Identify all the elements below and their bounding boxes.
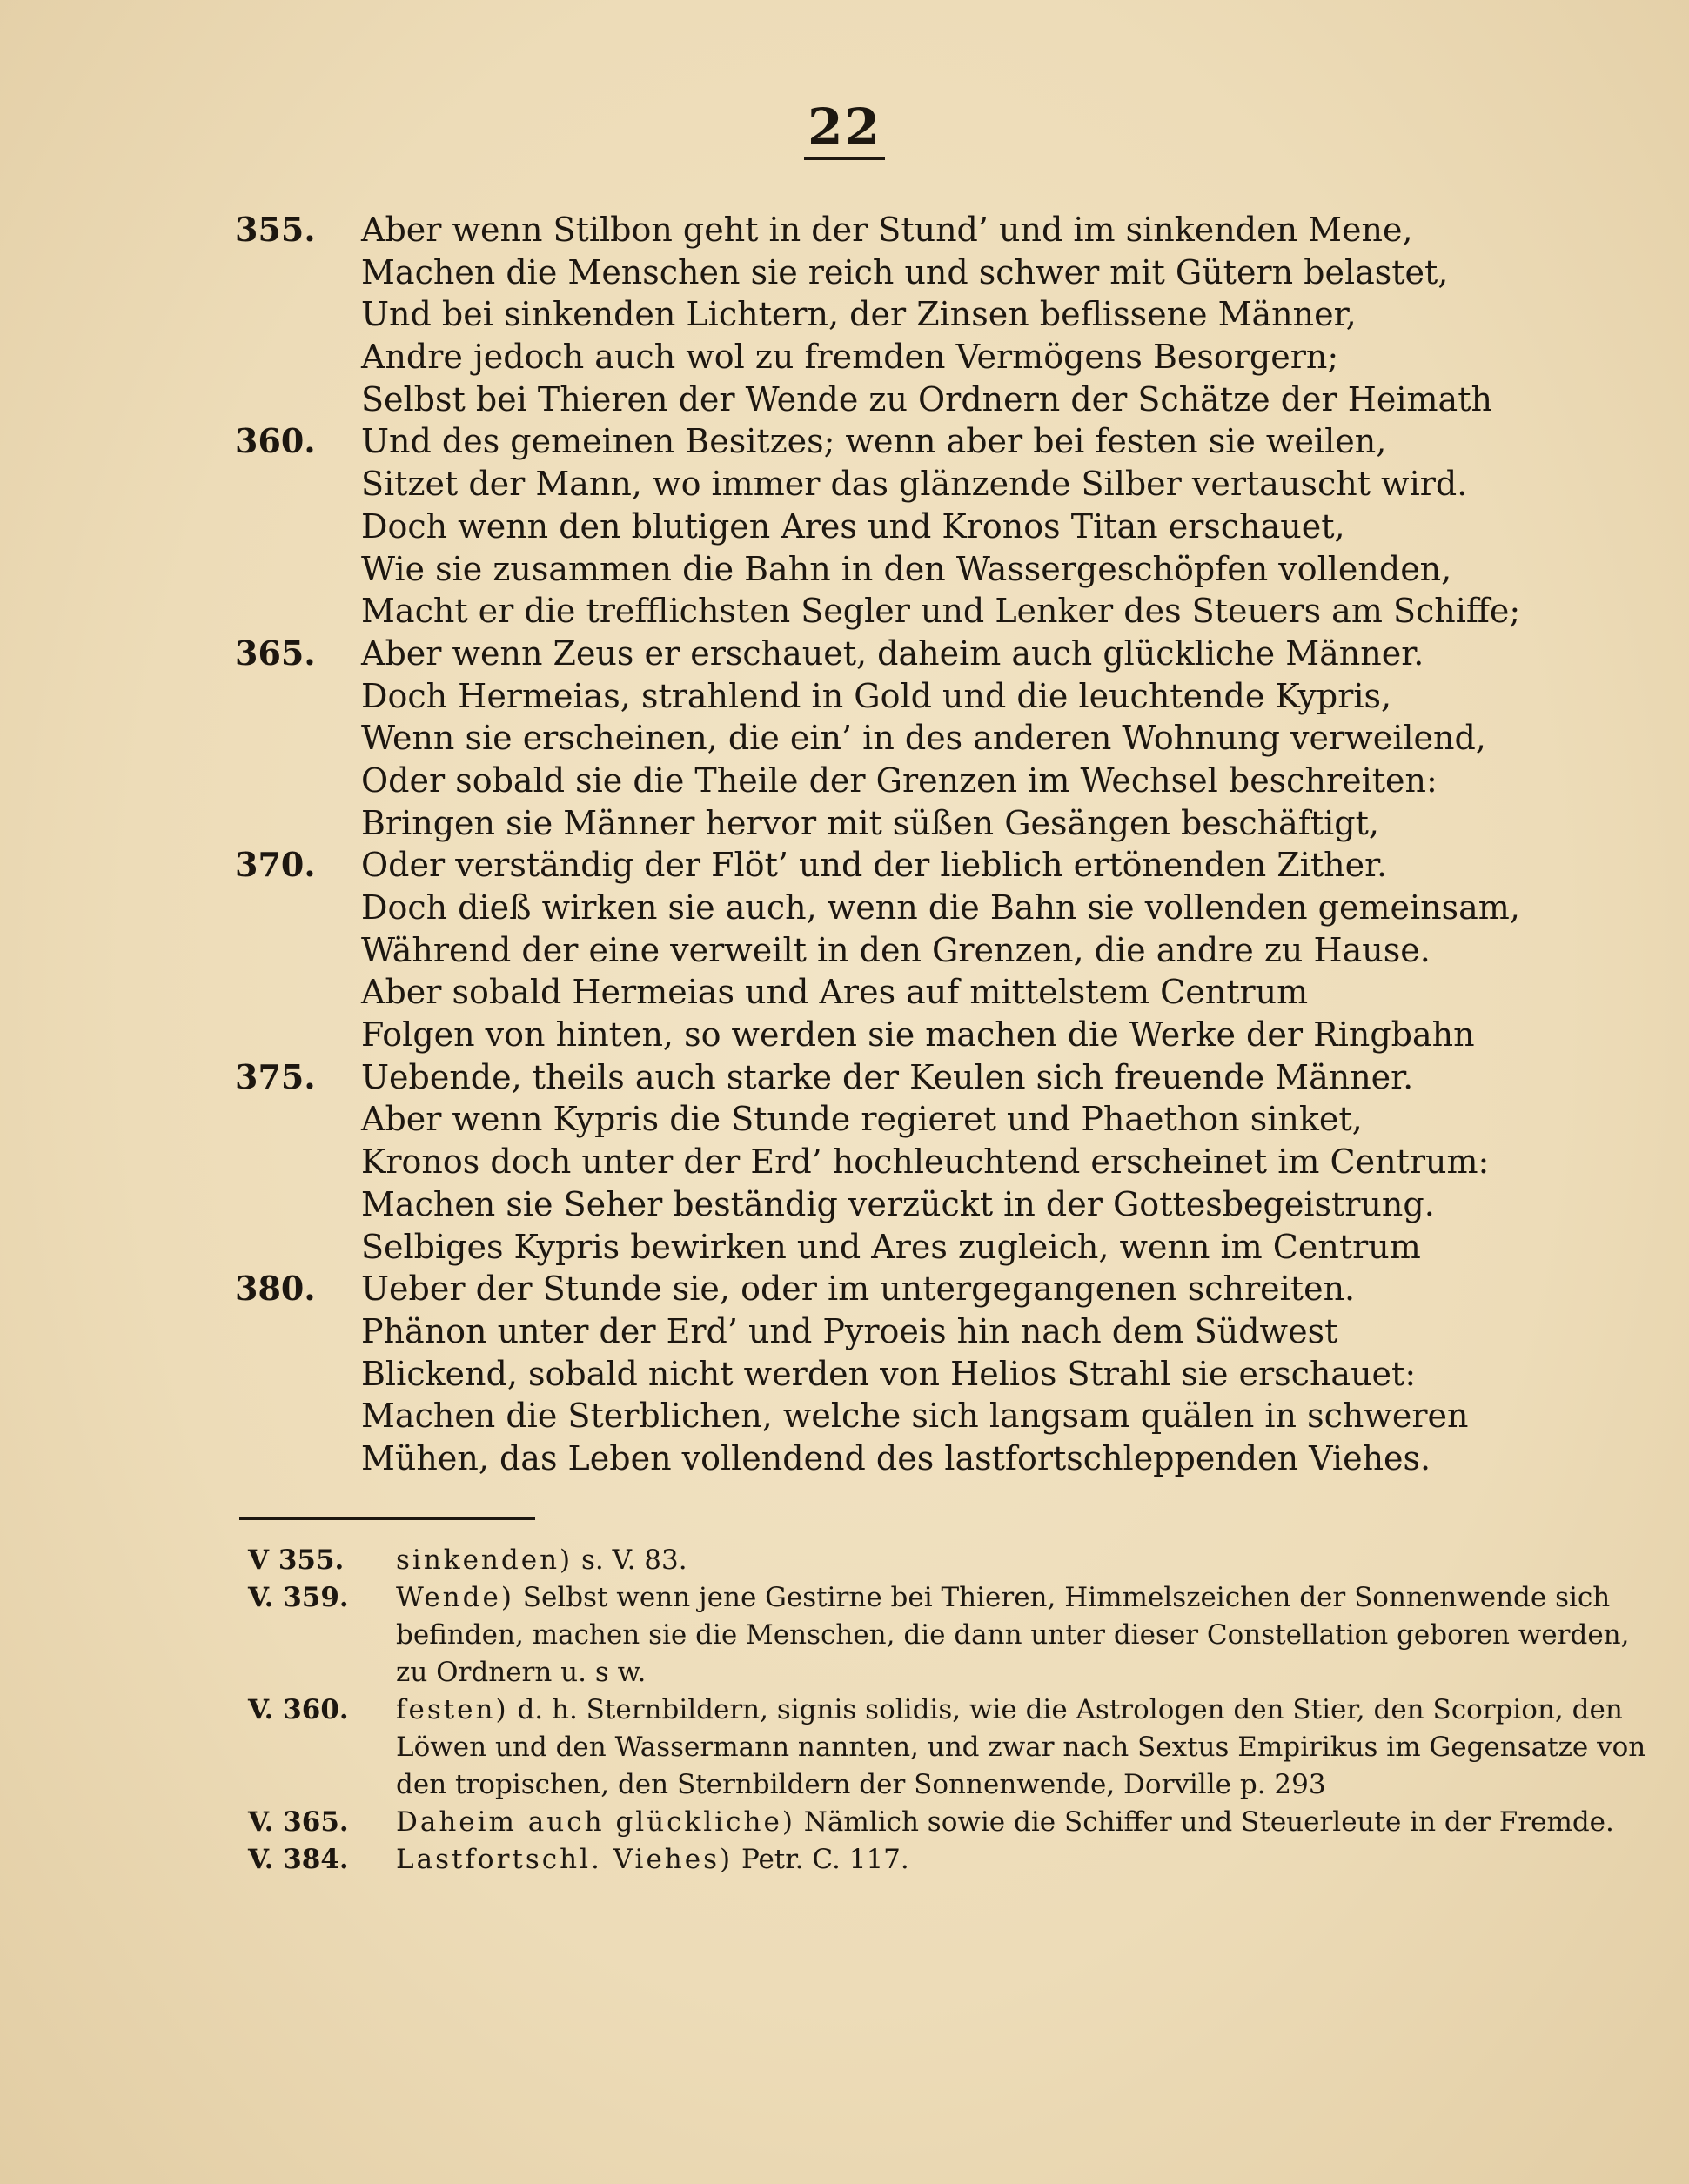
poem-line — [235, 1437, 1523, 1480]
poem-line — [235, 633, 1523, 675]
poem-line — [235, 717, 1523, 760]
footnote — [248, 1542, 1658, 1579]
line-text: Ueber der Stunde sie, oder im untergegangenen schreiten. — [361, 1270, 1356, 1309]
footnote-text: Nämlich sowie die Schiffer und Steuerleute in der Fremde. — [794, 1806, 1614, 1838]
line-text: Sitzet der Mann, wo immer das glänzende Silber vertauscht wird. — [361, 465, 1468, 504]
poem-line — [235, 971, 1523, 1014]
line-text: Machen die Menschen sie reich und schwer mit Gütern belastet, — [361, 252, 1449, 291]
footnotes — [248, 1542, 1658, 1879]
poem-line — [235, 379, 1523, 421]
footnote-ref: V. 384. — [248, 1844, 349, 1875]
footnote-lemma: festen) — [396, 1694, 509, 1725]
line-text: Andre jedoch auch wol zu fremden Vermögens Besorgern; — [361, 338, 1339, 377]
line-text: Mühen, das Leben vollendend des lastfortschleppenden Viehes. — [361, 1438, 1431, 1477]
line-text: Aber sobald Hermeias und Ares auf mittelstem Centrum — [361, 973, 1309, 1012]
page-number: 22 — [0, 97, 1689, 157]
line-number: 375. — [235, 1056, 316, 1096]
line-text: Selbst bei Thieren der Wende zu Ordnern der Schätze der Heimath — [361, 379, 1492, 419]
footnote-lemma: Lastfortschl. Viehes) — [396, 1844, 734, 1875]
footnote-text: Petr. C. 117. — [733, 1844, 909, 1875]
line-number: 360. — [235, 421, 316, 461]
footnote-text: s. V. 83. — [573, 1544, 687, 1576]
poem-line — [235, 887, 1523, 929]
poem-line — [235, 802, 1523, 845]
footnote — [248, 1579, 1658, 1692]
poem-line — [235, 506, 1523, 548]
line-text: Selbiges Kypris bewirken und Ares zugleich, wenn im Centrum — [361, 1227, 1421, 1266]
footnote-lemma: Wende) — [396, 1582, 514, 1613]
footnote-ref: V. 359. — [248, 1582, 349, 1613]
poem-line — [235, 929, 1523, 972]
poem-text — [235, 209, 1523, 1480]
footnote-ref: V. 365. — [248, 1806, 349, 1838]
poem-line — [235, 1141, 1523, 1183]
line-number: 370. — [235, 845, 316, 885]
line-number: 355. — [235, 210, 316, 249]
footnote — [248, 1841, 1658, 1879]
line-text: Phänon unter der Erd’ und Pyroeis hin nach dem Südwest — [361, 1311, 1338, 1350]
line-text: Uebende, theils auch starke der Keulen sich freuende Männer. — [361, 1057, 1414, 1096]
poem-line — [235, 336, 1523, 379]
footnote — [248, 1804, 1658, 1841]
poem-line — [235, 463, 1523, 506]
line-text: Doch wenn den blutigen Ares und Kronos Titan erschauet, — [361, 506, 1345, 546]
line-text: Wie sie zusammen die Bahn in den Wassergeschöpfen vollenden, — [361, 549, 1452, 588]
poem-line — [235, 844, 1523, 887]
poem-line — [235, 1098, 1523, 1141]
line-text: Wenn sie erscheinen, die ein’ in des anderen Wohnung verweilend, — [361, 719, 1486, 758]
line-text: Machen sie Seher beständig verzückt in der Gottesbegeistrung. — [361, 1184, 1435, 1223]
poem-line — [235, 1310, 1523, 1353]
poem-line — [235, 251, 1523, 294]
footnote-divider — [239, 1517, 535, 1520]
poem-line — [235, 1353, 1523, 1396]
footnote — [248, 1692, 1658, 1804]
line-text: Und des gemeinen Besitzes; wenn aber bei festen sie weilen, — [361, 422, 1387, 461]
poem-line — [235, 1395, 1523, 1437]
footnote-lemma: sinkenden) — [396, 1544, 573, 1576]
line-text: Doch dieß wirken sie auch, wenn die Bahn sie vollenden gemeinsam, — [361, 888, 1520, 927]
poem-line — [235, 590, 1523, 633]
line-text: Blickend, sobald nicht werden von Helios Strahl sie erschauet: — [361, 1354, 1417, 1393]
poem-line — [235, 675, 1523, 718]
line-text: Machen die Sterblichen, welche sich langsam quälen in schweren — [361, 1397, 1469, 1436]
poem-line — [235, 1056, 1523, 1099]
line-text: Macht er die trefflichsten Segler und Lenker des Steuers am Schiffe; — [361, 592, 1521, 631]
line-text: Und bei sinkenden Lichtern, der Zinsen beflissene Männer, — [361, 295, 1357, 334]
line-text: Bringen sie Männer hervor mit süßen Gesängen beschäftigt, — [361, 803, 1379, 842]
line-text: Aber wenn Stilbon geht in der Stund’ und im sinkenden Mene, — [361, 211, 1413, 249]
line-text: Aber wenn Zeus er erschauet, daheim auch glückliche Männer. — [361, 633, 1424, 673]
line-text: Während der eine verweilt in den Grenzen, die andre zu Hause. — [361, 930, 1431, 969]
footnote-ref: V 355. — [248, 1544, 345, 1576]
poem-line — [235, 760, 1523, 802]
line-text: Oder sobald sie die Theile der Grenzen im Wechsel beschreiten: — [361, 760, 1438, 800]
footnote-lemma: Daheim auch glückliche) — [396, 1806, 795, 1838]
poem-line — [235, 1226, 1523, 1269]
poem-line — [235, 293, 1523, 336]
line-number: 380. — [235, 1269, 316, 1309]
footnote-ref: V. 360. — [248, 1694, 349, 1725]
footnote-text: Selbst wenn jene Gestirne bei Thieren, Himmelszeichen der Sonnenwende sich befinden, machen sie die Menschen, die dann unter dieser Constellation geboren werden, zu Ordnern u. s w. — [396, 1582, 1630, 1688]
line-text: Oder verständig der Flöt’ und der lieblich ertönenden Zither. — [361, 846, 1388, 885]
poem-line — [235, 1268, 1523, 1310]
line-text: Folgen von hinten, so werden sie machen die Werke der Ringbahn — [361, 1015, 1475, 1055]
footnote-text: d. h. Sternbildern, signis solidis, wie die Astrologen den Stier, den Scorpion, den Löwen und den Wassermann nannten, und zwar nach Sextus Empirikus im Gegensatze von den tropischen, den Sternbildern der Sonnenwende, Dorville p. 293 — [396, 1694, 1646, 1800]
line-text: Doch Hermeias, strahlend in Gold und die leuchtende Kypris, — [361, 676, 1392, 715]
line-text: Kronos doch unter der Erd’ hochleuchtend erscheinet im Centrum: — [361, 1142, 1490, 1182]
line-text: Aber wenn Kypris die Stunde regieret und Phaethon sinket, — [361, 1100, 1363, 1139]
poem-line — [235, 420, 1523, 463]
line-number: 365. — [235, 633, 316, 673]
poem-line — [235, 209, 1523, 251]
poem-line — [235, 548, 1523, 591]
poem-line — [235, 1183, 1523, 1226]
poem-line — [235, 1014, 1523, 1056]
